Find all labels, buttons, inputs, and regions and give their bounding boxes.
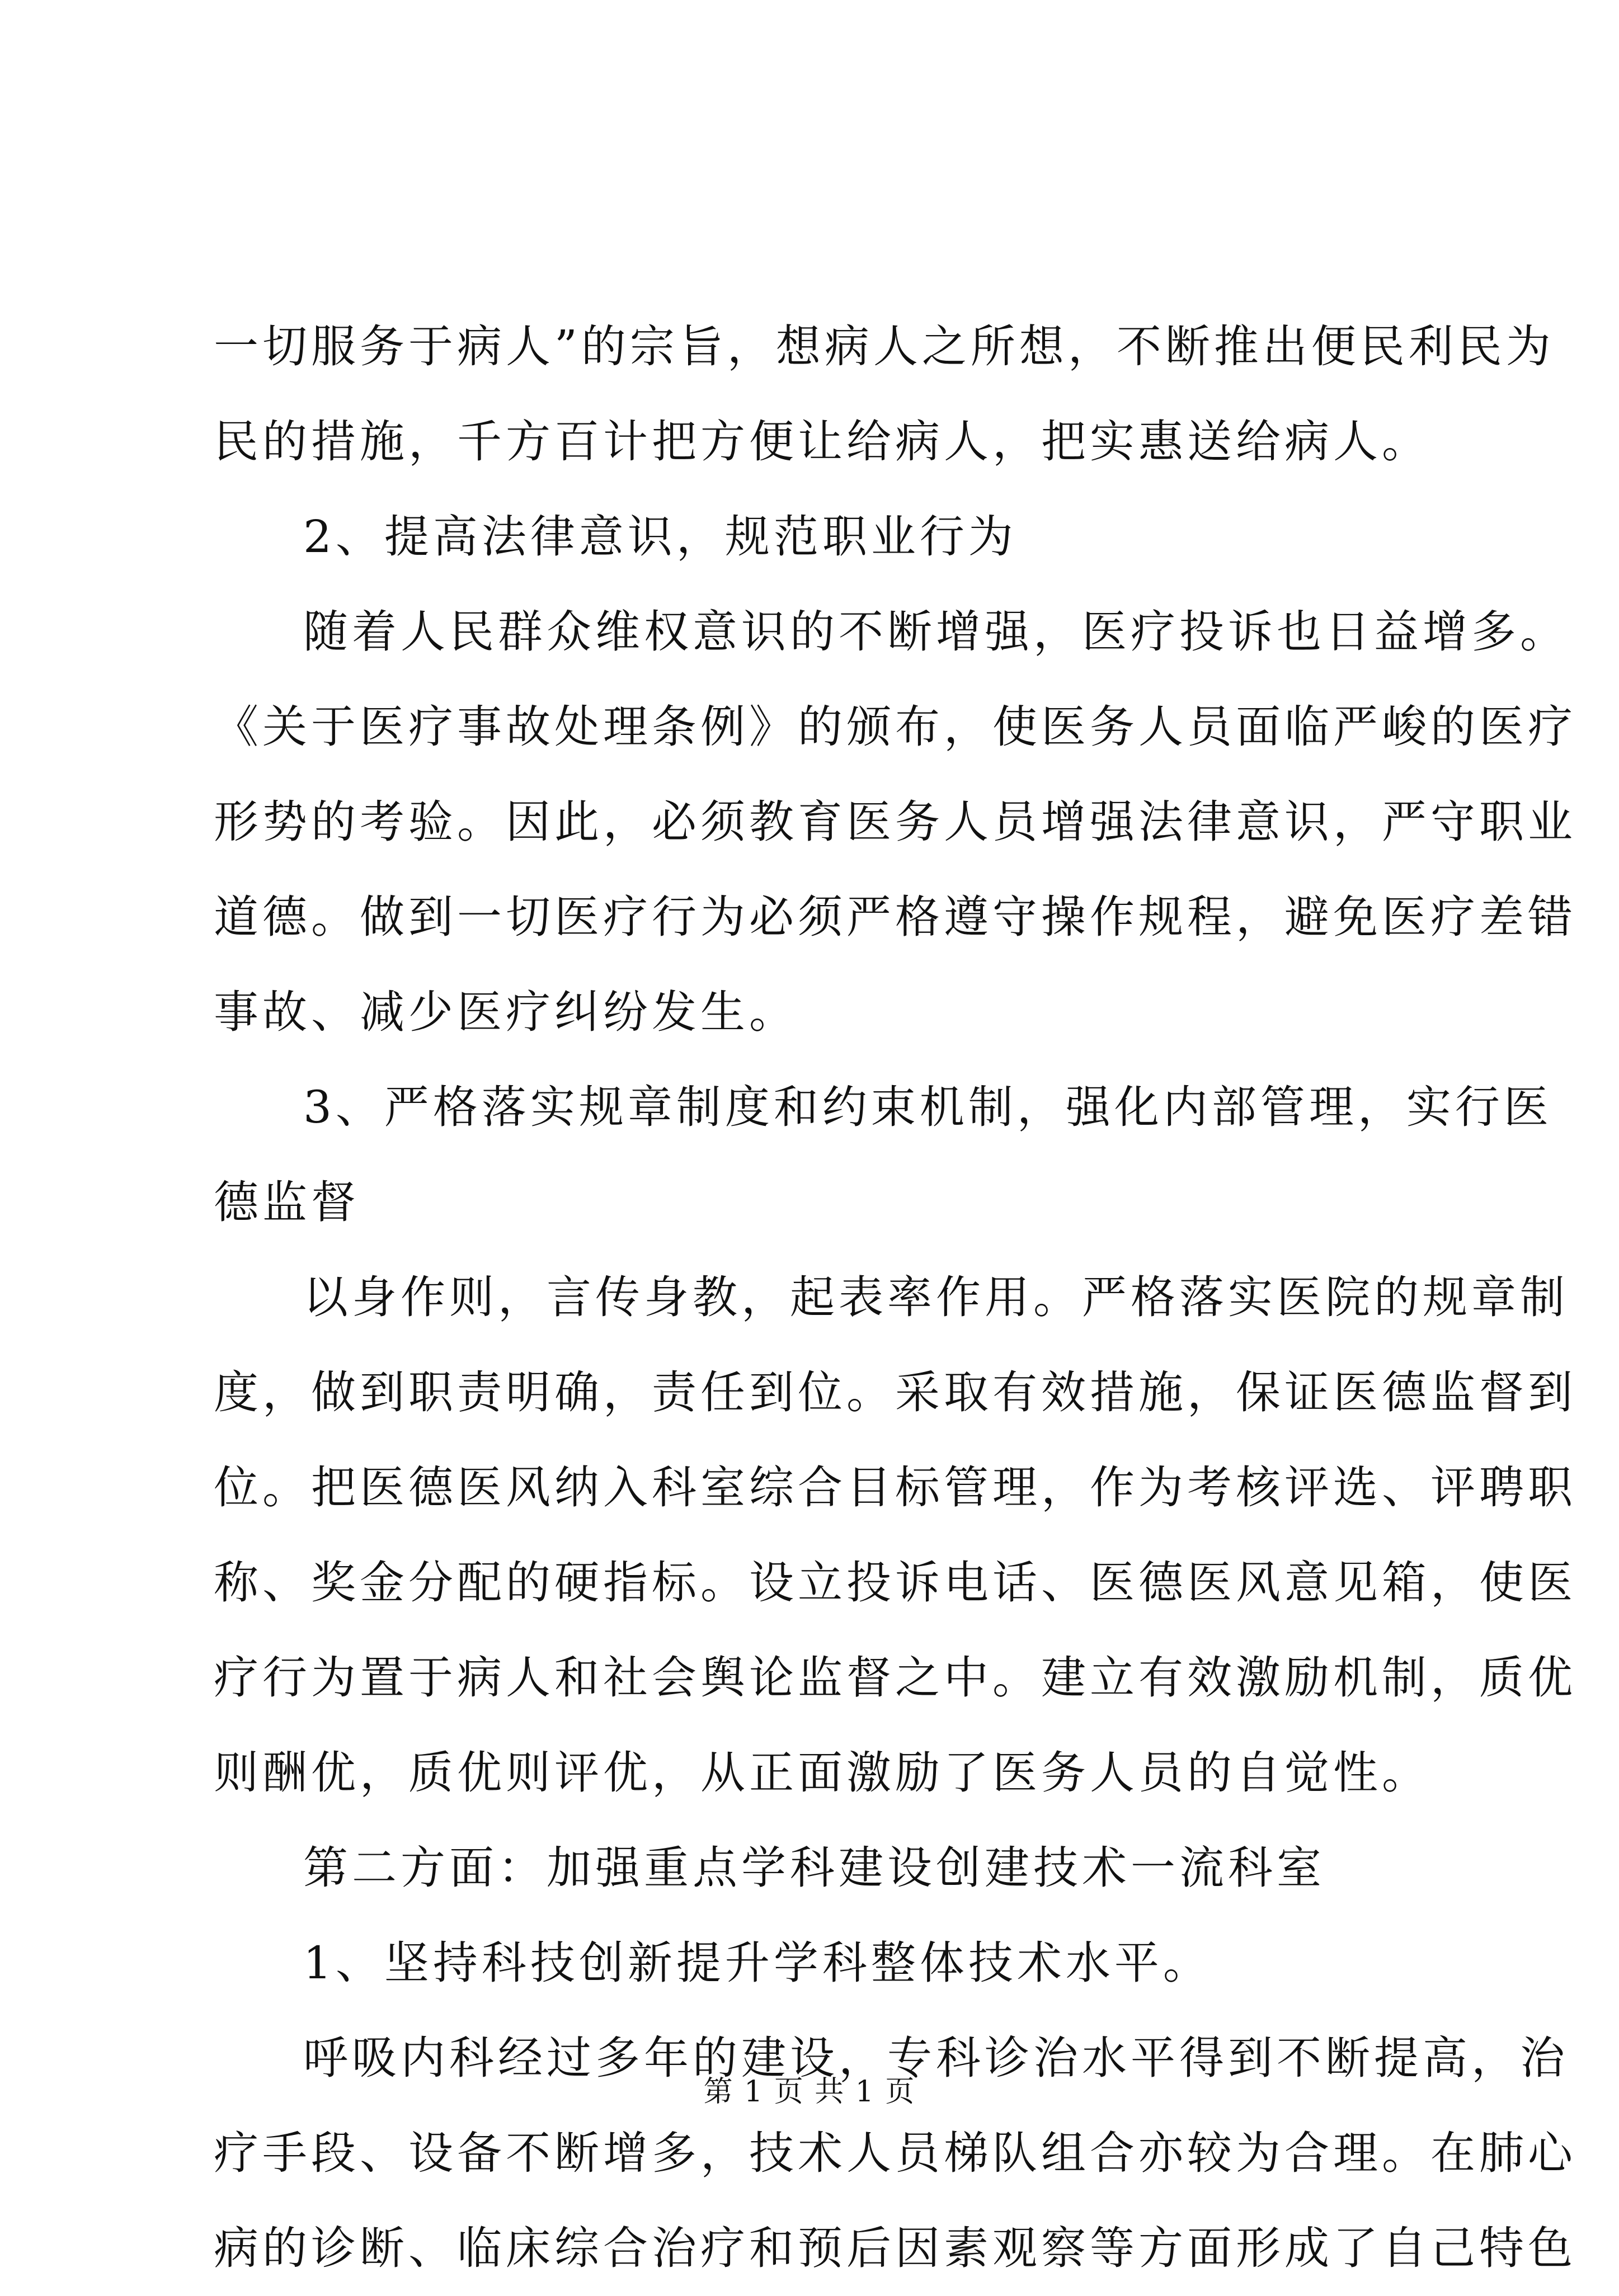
text-line: 2、提高法律意识，规范职业行为 [303, 511, 1017, 563]
text-line: 形势的考验。因此，必须教育医务人员增强法律意识，严守职业 [214, 796, 1576, 848]
text-line: 3、严格落实规章制度和约束机制，强化内部管理，实行医 [303, 1081, 1552, 1133]
text-line: 1、坚持科技创新提升学科整体技术水平。 [303, 1937, 1212, 1989]
text-line: 疗手段、设备不断增多，技术人员梯队组合亦较为合理。在肺心 [214, 2127, 1576, 2179]
text-line: 则酬优，质优则评优，从正面激励了医务人员的自觉性。 [214, 1747, 1430, 1799]
text-line: 《关于医疗事故处理条例》的颁布，使医务人员面临严峻的医疗 [214, 701, 1576, 753]
text-line: 度，做到职责明确，责任到位。采取有效措施，保证医德监督到 [214, 1366, 1576, 1418]
document-body [214, 299, 1576, 2296]
text-line: 一切服务于病人”的宗旨，想病人之所想，不断推出便民利民为 [214, 320, 1555, 373]
text-line: 以身作则，言传身教，起表率作用。严格落实医院的规章制 [303, 1271, 1569, 1323]
text-line: 位。把医德医风纳入科室综合目标管理，作为考核评选、评聘职 [214, 1461, 1576, 1514]
text-line: 随着人民群众维权意识的不断增强，医疗投诉也日益增多。 [303, 606, 1569, 658]
text-line: 疗行为置于病人和社会舆论监督之中。建立有效激励机制，质优 [214, 1652, 1576, 1704]
text-line: 病的诊断、临床综合治疗和预后因素观察等方面形成了自己特色 [214, 2222, 1576, 2274]
text-line: 呼吸内科经过多年的建设，专科诊治水平得到不断提高，治 [303, 2032, 1569, 2084]
text-line: 民的措施，千方百计把方便让给病人，把实惠送给病人。 [214, 416, 1430, 468]
page-footer: 第 1 页 共 1 页 [703, 2075, 916, 2109]
text-line: 称、奖金分配的硬指标。设立投诉电话、医德医风意见箱，使医 [214, 1557, 1576, 1609]
text-line: 事故、减少医疗纠纷发生。 [214, 986, 798, 1038]
text-line: 德监督 [214, 1176, 360, 1228]
text-line: 道德。做到一切医疗行为必须严格遵守操作规程，避免医疗差错 [214, 891, 1576, 943]
text-line: 第二方面：加强重点学科建设创建技术一流科室 [303, 1842, 1325, 1894]
